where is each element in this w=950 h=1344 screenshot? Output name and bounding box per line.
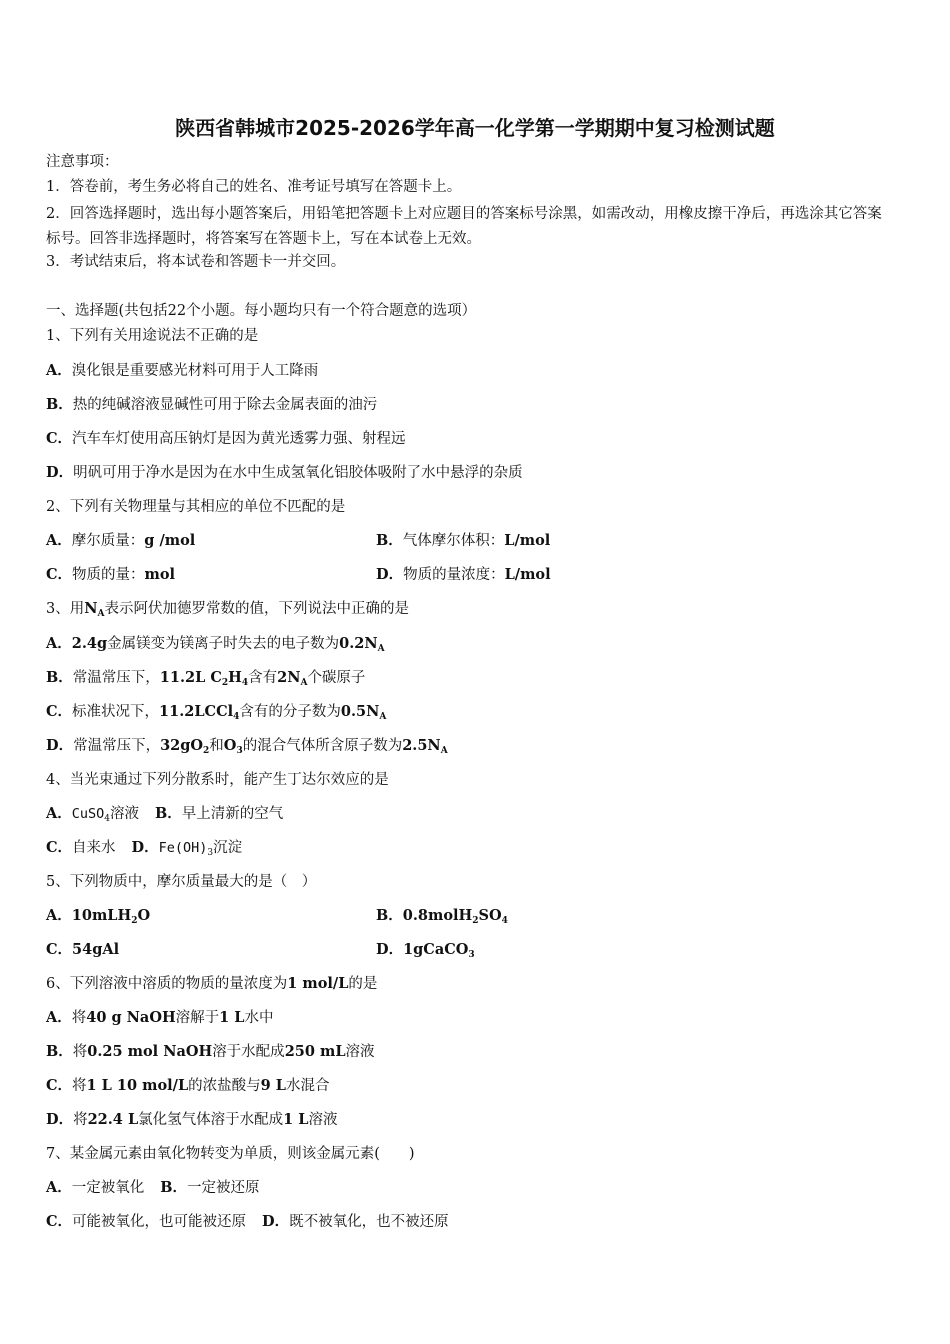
option-subscript: 4	[104, 814, 111, 824]
option-value: 40 g NaOH	[86, 1009, 176, 1026]
option-subscript: A	[379, 712, 387, 722]
question-3-option-c	[46, 702, 386, 722]
question-5-option-d	[376, 940, 475, 960]
option-label: D．	[46, 1111, 74, 1128]
option-label: D．	[131, 839, 159, 856]
option-subscript: 2	[472, 916, 479, 926]
option-value: 1gCaCO	[403, 941, 469, 958]
option-label: B．	[376, 532, 403, 549]
page-title: 陕西省韩城市2025-2026学年高一化学第一学期期中复习检测试题	[175, 116, 775, 140]
notice-item-1: 1．答卷前，考生务必将自己的姓名、准考证号填写在答题卡上。	[46, 179, 462, 195]
stem-text: 3、用	[46, 601, 85, 617]
option-formula: CuSO	[71, 806, 105, 822]
option-subscript: 4	[233, 712, 240, 722]
question-4-options-ab	[46, 804, 283, 824]
option-text: 标准状况下，	[72, 704, 160, 720]
question-6-option-a	[46, 1008, 274, 1028]
option-label: C．	[46, 430, 73, 447]
question-5-option-b	[376, 906, 508, 926]
option-subscript: 2	[131, 916, 138, 926]
stem-subscript: A	[97, 609, 105, 619]
question-3-option-a	[46, 634, 385, 654]
section-heading: 一、选择题(共包括22个小题。每小题均只有一个符合题意的选项）	[46, 303, 477, 319]
question-6-option-b	[46, 1042, 375, 1062]
question-4-options-cd	[46, 838, 242, 858]
question-6-stem	[46, 974, 377, 994]
question-3-option-d	[46, 736, 448, 756]
option-text: 常温常压下，	[72, 670, 160, 686]
option-value: 54gAl	[72, 941, 120, 958]
question-2-option-a	[46, 531, 195, 551]
option-text: 水中	[244, 1010, 274, 1026]
question-6-option-c	[46, 1076, 330, 1096]
option-text: 既不被氧化，也不被还原	[289, 1214, 449, 1230]
option-text: 的浓盐酸与	[188, 1078, 261, 1094]
option-value: 0.25 mol NaOH	[87, 1043, 213, 1060]
option-text: 溴化银是重要感光材料可用于人工降雨	[71, 363, 319, 379]
question-2-option-d	[376, 565, 551, 585]
option-unit: L/mol	[504, 566, 551, 583]
option-text: 摩尔质量：	[71, 533, 145, 549]
option-label: A．	[46, 1179, 72, 1196]
option-value: 1 L	[219, 1009, 245, 1026]
option-text: 将	[71, 1010, 87, 1026]
option-label: A．	[46, 635, 72, 652]
notice-heading: 注意事项：	[46, 154, 119, 170]
question-2-stem: 2、下列有关物理量与其相应的单位不匹配的是	[46, 499, 346, 515]
option-text: 将	[72, 1078, 87, 1094]
option-unit: g /mol	[144, 532, 196, 549]
option-value: O	[223, 737, 237, 754]
option-text: 可能被氧化，也可能被还原	[72, 1214, 247, 1230]
stem-text: 表示阿伏加德罗常数的值，下列说法中正确的是	[104, 601, 409, 617]
option-label: D．	[262, 1213, 290, 1230]
question-1-option-a	[46, 361, 318, 381]
option-value: 11.2L C	[159, 669, 222, 686]
option-text: 汽车车灯使用高压钠灯是因为黄光透雾力强、射程远	[72, 431, 406, 447]
option-text: 金属镁变为镁离子时失去的电子数为	[107, 636, 340, 652]
option-subscript: A	[377, 644, 385, 654]
option-text: 常温常压下，	[73, 738, 161, 754]
stem-text: 6、下列溶液中溶质的物质的量浓度为	[46, 976, 288, 992]
option-label: B．	[155, 805, 182, 822]
option-value: 32gO	[160, 737, 204, 754]
option-label: C．	[46, 1077, 73, 1094]
notice-item-3: 3．考试结束后，将本试卷和答题卡一并交回。	[46, 254, 346, 270]
option-text: 溶液	[308, 1112, 338, 1128]
option-label: A．	[46, 532, 72, 549]
option-label: C．	[46, 566, 73, 583]
option-value: 9 L	[260, 1077, 287, 1094]
question-7-options-ab	[46, 1178, 260, 1198]
option-value: 250 mL	[284, 1043, 346, 1060]
option-subscript: 2	[203, 746, 210, 756]
option-text: 将	[73, 1112, 88, 1128]
option-subscript: A	[440, 746, 448, 756]
option-label: C．	[46, 1213, 73, 1230]
option-unit: mol	[144, 566, 176, 583]
option-text: 一定被还原	[187, 1180, 260, 1196]
option-label: C．	[46, 839, 73, 856]
option-text: 热的纯碱溶液显碱性可用于除去金属表面的油污	[72, 397, 378, 413]
option-value: 0.8molH	[402, 907, 473, 924]
option-value: 1 L 10 mol/L	[86, 1077, 189, 1094]
question-6-option-d	[46, 1110, 337, 1130]
option-label: D．	[376, 941, 404, 958]
option-text: 明矾可用于净水是因为在水中生成氢氧化铝胶体吸附了水中悬浮的杂质	[73, 465, 523, 481]
option-text: 个碳原子	[307, 670, 366, 686]
stem-value: 1 mol/L	[287, 975, 349, 992]
option-subscript: 4	[501, 916, 508, 926]
option-label: D．	[46, 737, 74, 754]
stem-text: 的是	[348, 976, 378, 992]
option-text: 氯化氢气体溶于水配成	[138, 1112, 284, 1128]
option-text: 一定被氧化	[71, 1180, 145, 1196]
option-value: 0.2N	[339, 635, 378, 652]
option-value: 2N	[277, 669, 301, 686]
option-label: A．	[46, 805, 72, 822]
stem-symbol: N	[84, 600, 98, 617]
option-subscript: 3	[207, 848, 214, 858]
option-text: 沉淀	[213, 840, 243, 856]
option-label: D．	[376, 566, 404, 583]
option-text: 溶解于	[175, 1010, 220, 1026]
option-text: 气体摩尔体积：	[402, 533, 505, 549]
option-value: 2.4g	[71, 635, 108, 652]
option-value: 1 L	[283, 1111, 309, 1128]
option-formula: Fe(OH)	[158, 840, 208, 856]
question-3-option-b	[46, 668, 365, 688]
option-label: A．	[46, 907, 72, 924]
option-subscript: 2	[221, 678, 229, 688]
option-value: H	[228, 669, 242, 686]
option-text: 将	[72, 1044, 88, 1060]
question-3-stem	[46, 599, 409, 619]
option-label: B．	[46, 669, 73, 686]
question-4-stem: 4、当光束通过下列分散系时，能产生丁达尔效应的是	[46, 772, 389, 788]
option-text: 含有的分子数为	[239, 704, 341, 720]
option-value: O	[137, 907, 151, 924]
option-text: 含有	[248, 670, 278, 686]
option-label: B．	[376, 907, 403, 924]
notice-item-2: 2．回答选择题时，选出每小题答案后，用铅笔把答题卡上对应题目的答案标号涂黑，如需改动，用橡皮擦干净后，再选涂其它答案标号。回答非选择题时，将答案写在答题卡上，写在本试卷上无效。	[46, 206, 882, 247]
option-label: A．	[46, 362, 72, 379]
question-1-stem: 1、下列有关用途说法不正确的是	[46, 328, 259, 344]
option-subscript: 4	[241, 678, 249, 688]
option-label: B．	[160, 1179, 188, 1196]
option-label: C．	[46, 703, 73, 720]
option-value: 22.4 L	[87, 1111, 139, 1128]
option-value: 2.5N	[402, 737, 441, 754]
option-label: A．	[46, 1009, 72, 1026]
option-text: 物质的量浓度：	[403, 567, 505, 583]
question-5-option-a	[46, 906, 150, 926]
question-1-option-b	[46, 395, 377, 415]
option-subscript: A	[300, 678, 308, 688]
question-1-option-d	[46, 463, 523, 483]
option-subscript: 3	[468, 950, 475, 960]
question-1-option-c	[46, 429, 406, 449]
option-text: 溶液	[345, 1044, 375, 1060]
option-label: B．	[46, 396, 73, 413]
option-text: 的混合气体所含原子数为	[242, 738, 403, 754]
question-5-option-c	[46, 940, 119, 960]
option-text: 和	[209, 738, 224, 754]
question-7-stem: 7、某金属元素由氧化物转变为单质，则该金属元素( )	[46, 1146, 415, 1162]
option-text: 溶液	[110, 806, 140, 822]
option-value: SO	[478, 907, 502, 924]
option-text: 自来水	[72, 840, 116, 856]
option-value: 0.5N	[340, 703, 380, 720]
option-unit: L/mol	[504, 532, 551, 549]
option-subscript: 3	[236, 746, 243, 756]
option-value: 11.2LCCl	[159, 703, 234, 720]
option-text: 水混合	[286, 1078, 330, 1094]
question-2-option-b	[376, 531, 550, 551]
question-7-options-cd	[46, 1212, 449, 1232]
option-text: 溶于水配成	[212, 1044, 285, 1060]
question-5-stem: 5、下列物质中，摩尔质量最大的是（ ）	[46, 874, 317, 890]
option-text: 早上清新的空气	[181, 806, 284, 822]
question-2-option-c	[46, 565, 175, 585]
option-text: 物质的量：	[72, 567, 145, 583]
option-label: D．	[46, 464, 74, 481]
option-label: C．	[46, 941, 73, 958]
option-value: 10mLH	[71, 907, 132, 924]
option-label: B．	[46, 1043, 73, 1060]
